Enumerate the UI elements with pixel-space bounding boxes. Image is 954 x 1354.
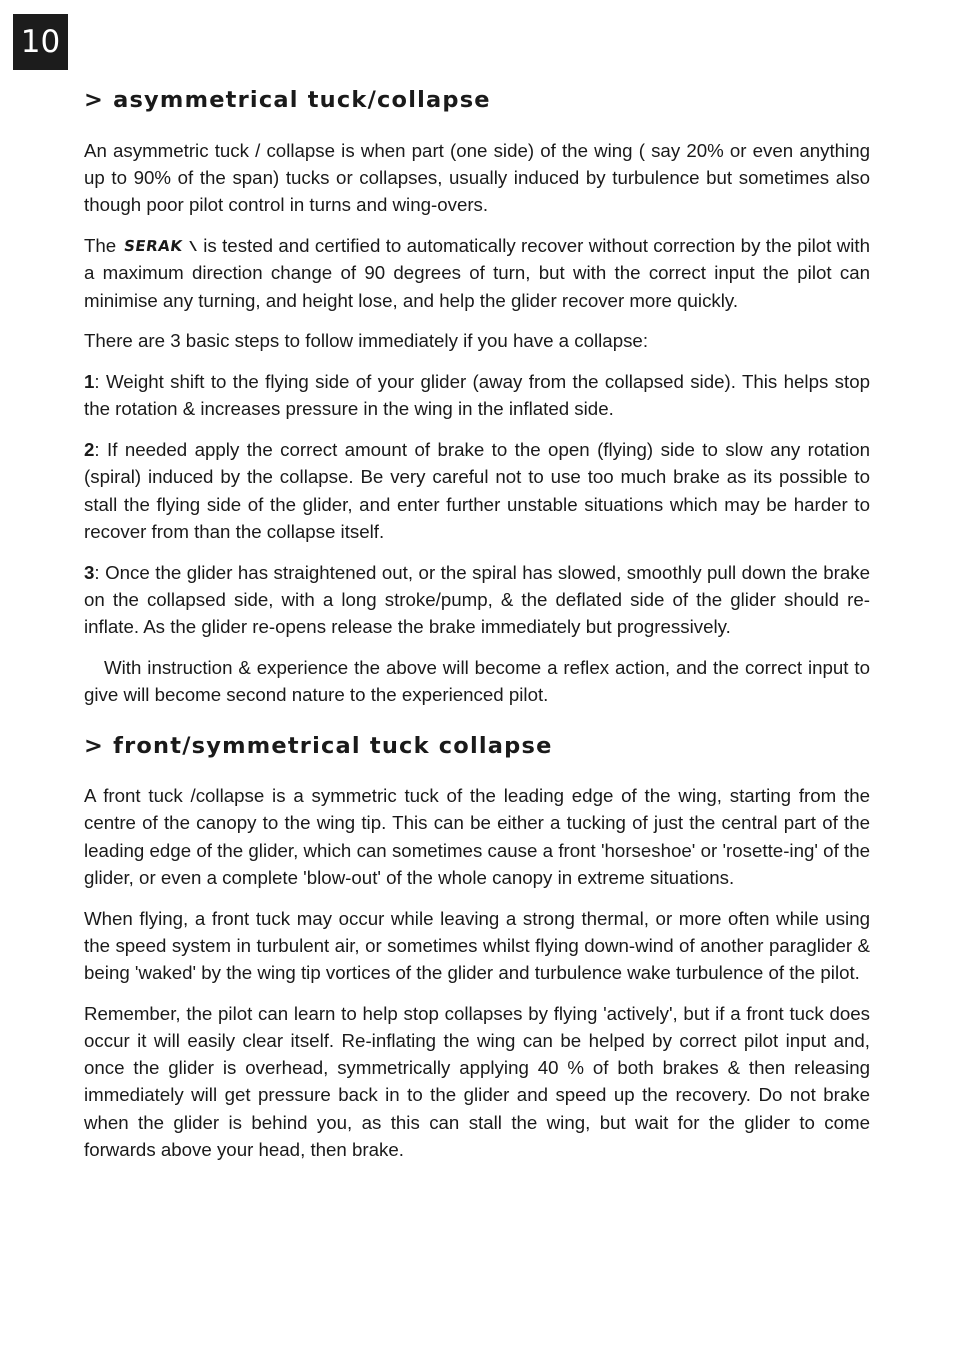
page-content — [84, 84, 870, 1163]
paragraph-front-definition: A front tuck /collapse is a symmetric tuck of the leading edge of the wing, starting from the centre of the canopy to the wing tip. This can be either a tucking of just the central part of the leading edge of the glider, which can sometimes cause a front 'horseshoe' or 'rosette-ing' of the glider, or even a complete 'blow-out' of the whole canopy in extreme situations. — [84, 785, 870, 888]
paragraph-prefix: The — [84, 235, 117, 257]
paragraph-body: is tested and certified to automatically recover without correction by the pilot with a maximum direction change of 90 degrees of turn, but with the correct input the pilot can minimise any turning, and height lose, and help the glider recover more quickly. — [84, 235, 870, 311]
page-number: 10 — [13, 14, 68, 70]
step-text: : Weight shift to the flying side of your glider (away from the collapsed side). This helps stop the rotation & increases pressure in the wing in the inflated side. — [84, 371, 870, 420]
serak-logo-text: SERAK — [122, 237, 184, 256]
section-heading-front-symmetrical: > front/symmetrical tuck collapse — [84, 733, 553, 760]
paragraph-steps-intro: There are 3 basic steps to follow immediately if you have a collapse: — [84, 330, 649, 352]
step-text: : If needed apply the correct amount of brake to the open (flying) side to slow any rotation (spiral) induced by the collapse. Be very careful not to use too much brake as its possible to stall the flying side of the glider, and enter further unstable situations which may be harder to recover from than the collapse itself. — [84, 439, 870, 542]
step-number: 2 — [84, 439, 95, 461]
logo-slash-mark — [180, 241, 197, 251]
paragraph-asym-definition: An asymmetric tuck / collapse is when part (one side) of the wing ( say 20% or even anything up to 90% of the span) tucks or collapses, usually induced by turbulence but sometimes also though poor pilot control in turns and wing-overs. — [84, 140, 870, 216]
paragraph-front-causes: When flying, a front tuck may occur while leaving a strong thermal, or more often while using the speed system in turbulent air, or sometimes whilst flying down-wind of another paraglider & being 'waked' by the wing tip vortices of the glider and turbulence wake turbulence of the pilot. — [84, 907, 870, 984]
paragraph-reflex-action: With instruction & experience the above will become a reflex action, and the correct input to give will become second nature to the experienced pilot. — [84, 656, 870, 706]
serak-logo — [123, 239, 195, 254]
paragraph-front-recovery: Remember, the pilot can learn to help stop collapses by flying 'actively', but if a front tuck does occur it will easily clear itself. Re-inflating the wing can be helped by correct pilot input and, once the glider is overhead, symmetrically applying 40 % of both brakes & then releasing immediately will get pressure back in to the glider and speed up the recovery. Do not brake when the glider is behind you, as this can stall the wing, but wait for the glider to come forwards above your head, then brake. — [84, 1002, 870, 1160]
step-item-1 — [84, 368, 870, 422]
section-heading-asymmetrical: > asymmetrical tuck/collapse — [84, 87, 491, 113]
step-text: : Once the glider has straightened out, or the spiral has slowed, smoothly pull down the brake on the collapsed side, with a long stroke/pump, & the deflated side of the glider should re-inflate. As the glider re-opens release the brake immediately but progressively. — [84, 561, 870, 638]
step-item-3 — [84, 559, 870, 641]
step-number: 1 — [84, 371, 95, 393]
paragraph-serak-certification — [84, 232, 870, 314]
step-number: 3 — [84, 561, 95, 583]
step-item-2 — [84, 436, 870, 545]
